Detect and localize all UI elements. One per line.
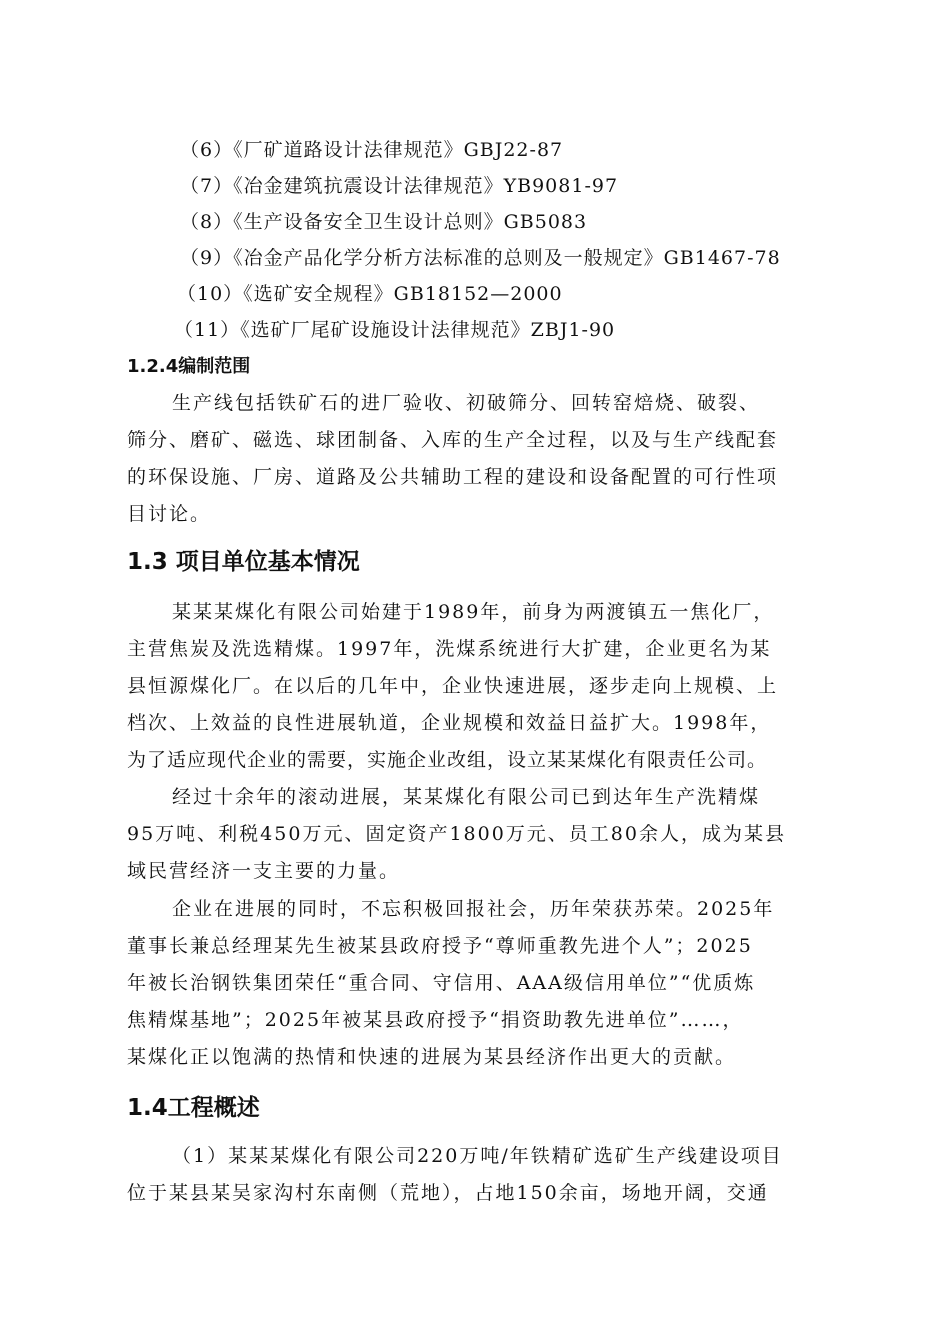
paragraph-line: 主营焦炭及洗选精煤。1997年，洗煤系统进行大扩建，企业更名为某 [127, 638, 772, 660]
section-heading-1-3: 1.3 项目单位基本情况 [127, 549, 360, 575]
paragraph-line: 位于某县某吴家沟村东南侧（荒地），占地150余亩，场地开阔，交通 [127, 1182, 769, 1204]
paragraph-line: 某某某煤化有限公司始建于1989年，前身为两渡镇五一焦化厂， [172, 601, 775, 623]
paragraph-line: 某煤化正以饱满的热情和快速的进展为某县经济作出更大的贡献。 [127, 1046, 737, 1068]
reference-item: （9）《冶金产品化学分析方法标准的总则及一般规定》GB1467-78 [180, 247, 781, 269]
reference-item: （7）《冶金建筑抗震设计法律规范》YB9081-97 [180, 175, 619, 197]
paragraph-line: 企业在进展的同时，不忘积极回报社会，历年荣获苏荣。2025年 [172, 898, 775, 920]
section-heading-1-4: 1.4工程概述 [127, 1095, 260, 1121]
reference-item: （6）《厂矿道路设计法律规范》GBJ22-87 [180, 139, 564, 161]
paragraph-line: 档次、上效益的良性进展轨道，企业规模和效益日益扩大。1998年， [127, 712, 772, 734]
paragraph-line: 经过十余年的滚动进展，某某煤化有限公司已到达年生产洗精煤 [172, 786, 761, 808]
section-heading-1-2-4: 1.2.4编制范围 [127, 356, 251, 377]
paragraph-line: 县恒源煤化厂。在以后的几年中，企业快速进展，逐步走向上规模、上 [127, 675, 779, 697]
reference-item: （10）《选矿安全规程》GB18152—2000 [177, 283, 563, 305]
paragraph-line: 董事长兼总经理某先生被某县政府授予“尊师重教先进个人”；2025 [127, 935, 753, 957]
paragraph-line: 95万吨、利税450万元、固定资产1800万元、员工80余人，成为某县 [127, 823, 786, 845]
paragraph-line: 域民营经济一支主要的力量。 [127, 860, 401, 882]
paragraph-line: 的环保设施、厂房、道路及公共辅助工程的建设和设备配置的可行性项 [127, 466, 779, 488]
paragraph-line: 为了适应现代企业的需要，实施企业改组，设立某某煤化有限责任公司。 [127, 749, 768, 771]
paragraph-line: 筛分、磨矿、磁选、球团制备、入库的生产全过程，以及与生产线配套 [127, 429, 779, 451]
paragraph-line: （1）某某某煤化有限公司220万吨/年铁精矿选矿生产线建设项目 [172, 1145, 783, 1167]
reference-item: （8）《生产设备安全卫生设计总则》GB5083 [180, 211, 588, 233]
paragraph-line: 目讨论。 [127, 503, 212, 525]
reference-item: （11）《选矿厂尾矿设施设计法律规范》ZBJ1-90 [174, 319, 616, 341]
paragraph-line: 年被长治钢铁集团荣任“重合同、守信用、AAA级信用单位”“优质炼 [127, 972, 756, 994]
paragraph-line: 焦精煤基地”；2025年被某县政府授予“捐资助教先进单位”……， [127, 1009, 744, 1031]
paragraph-line: 生产线包括铁矿石的进厂验收、初破筛分、回转窑焙烧、破裂、 [172, 392, 761, 414]
